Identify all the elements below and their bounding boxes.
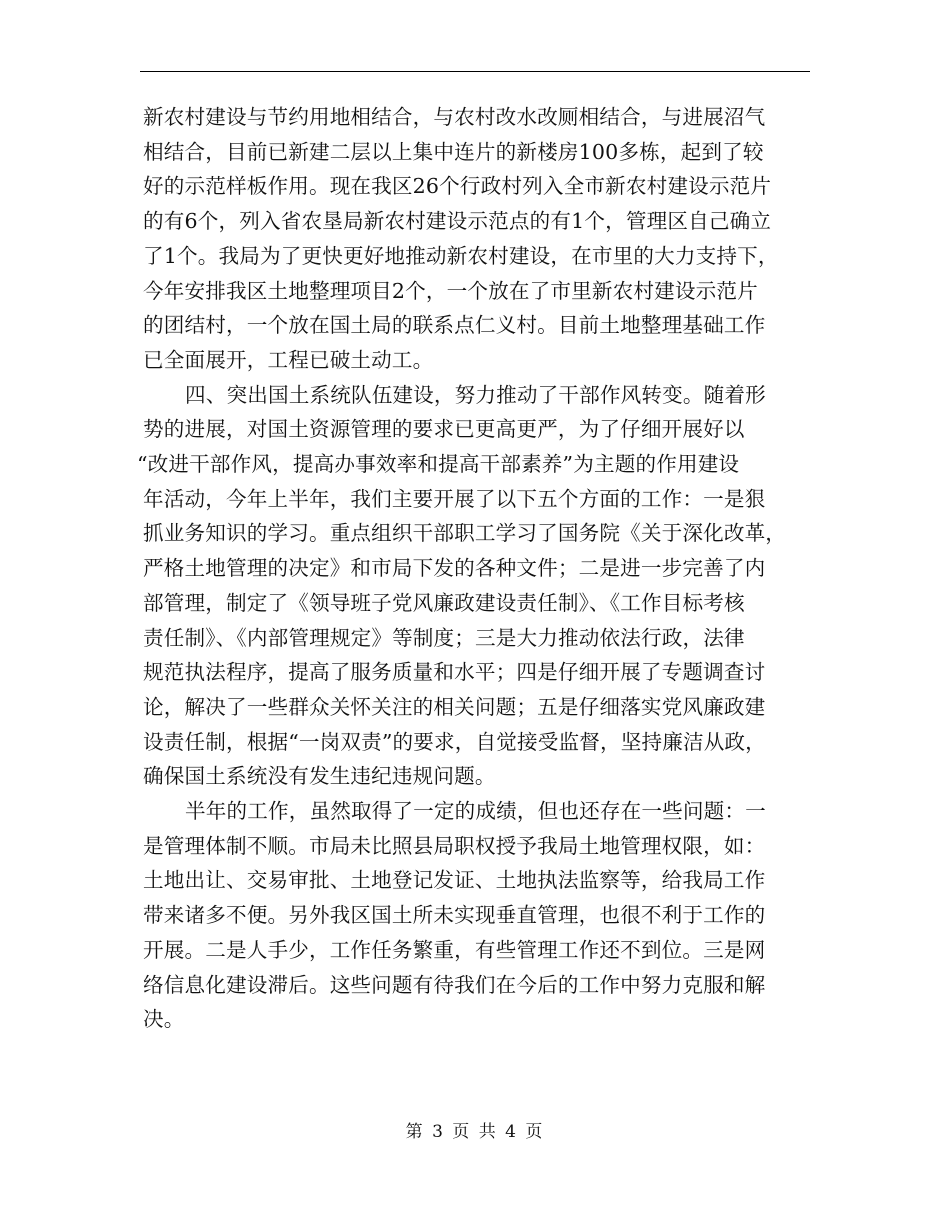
page-number-footer: 第 3 页 共 4 页 xyxy=(405,1122,545,1142)
header-rule xyxy=(140,71,810,72)
text-line: 半年的工作，虽然取得了一定的成绩，但也还存在一些问题：一 xyxy=(185,799,766,824)
text-line: “改进干部作风，提高办事效率和提高干部素养”为主题的作用建设 xyxy=(137,452,740,477)
paragraph-new-rural-construction xyxy=(143,100,811,378)
text-line: 是管理体制不顺。市局未比照县局职权授予我局土地管理权限，如： xyxy=(143,833,766,858)
text-line: 好的示范样板作用。现在我区26个行政村列入全市新农村建设示范片 xyxy=(143,174,772,199)
text-line: 论，解决了一些群众关怀关注的相关问题；五是仔细落实党风廉政建 xyxy=(143,694,766,719)
text-line: 带来诸多不便。另外我区国土所未实现垂直管理，也很不利于工作的 xyxy=(143,903,766,928)
text-line: 确保国土系统没有发生违纪违规问题。 xyxy=(143,764,496,789)
text-line: 部管理，制定了《领导班子党风廉政建设责任制》、《工作目标考核 xyxy=(143,590,745,615)
document-body xyxy=(137,100,811,1037)
text-line: 土地出让、交易审批、土地登记发证、土地执法监察等，给我局工作 xyxy=(143,868,766,893)
text-line: 设责任制，根据“一岗双责”的要求，自觉接受监督，坚持廉洁从政， xyxy=(143,729,766,754)
text-line: 已全面展开，工程已破土动工。 xyxy=(143,347,434,372)
text-line: 规范执法程序，提高了服务质量和水平；四是仔细开展了专题调查讨 xyxy=(143,660,766,685)
text-line: 开展。二是人手少，工作任务繁重，有些管理工作还不到位。三是网 xyxy=(143,937,766,962)
text-line: 决。 xyxy=(143,1007,185,1032)
text-line: 年活动，今年上半年，我们主要开展了以下五个方面的工作：一是狠 xyxy=(143,486,766,511)
text-line: 络信息化建设滞后。这些问题有待我们在今后的工作中努力克服和解 xyxy=(143,972,766,997)
text-line: 抓业务知识的学习。重点组织干部职工学习了国务院《关于深化改革， xyxy=(143,521,787,546)
text-line: 四、突出国土系统队伍建设，努力推动了干部作风转变。随着形 xyxy=(185,382,766,407)
text-line: 势的进展，对国土资源管理的要求已更高更严，为了仔细开展好以 xyxy=(143,417,745,442)
text-line: 相结合，目前已新建二层以上集中连片的新楼房100多栋，起到了较 xyxy=(143,139,764,164)
paragraph-problems xyxy=(143,794,811,1037)
text-line: 的有6个，列入省农垦局新农村建设示范点的有1个，管理区自己确立 xyxy=(143,209,772,234)
text-line: 责任制》、《内部管理规定》等制度；三是大力推动依法行政，法律 xyxy=(143,625,745,650)
text-line: 的团结村，一个放在国土局的联系点仁义村。目前土地整理基础工作 xyxy=(143,313,766,338)
text-line: 严格土地管理的决定》和市局下发的各种文件；二是进一步完善了内 xyxy=(143,556,766,581)
paragraph-team-building xyxy=(137,378,811,794)
text-line: 今年安排我区土地整理项目2个，一个放在了市里新农村建设示范片 xyxy=(143,278,758,303)
text-line: 新农村建设与节约用地相结合，与农村改水改厕相结合，与进展沼气 xyxy=(143,105,766,129)
text-line: 了1个。我局为了更快更好地推动新农村建设，在市里的大力支持下， xyxy=(143,243,779,268)
